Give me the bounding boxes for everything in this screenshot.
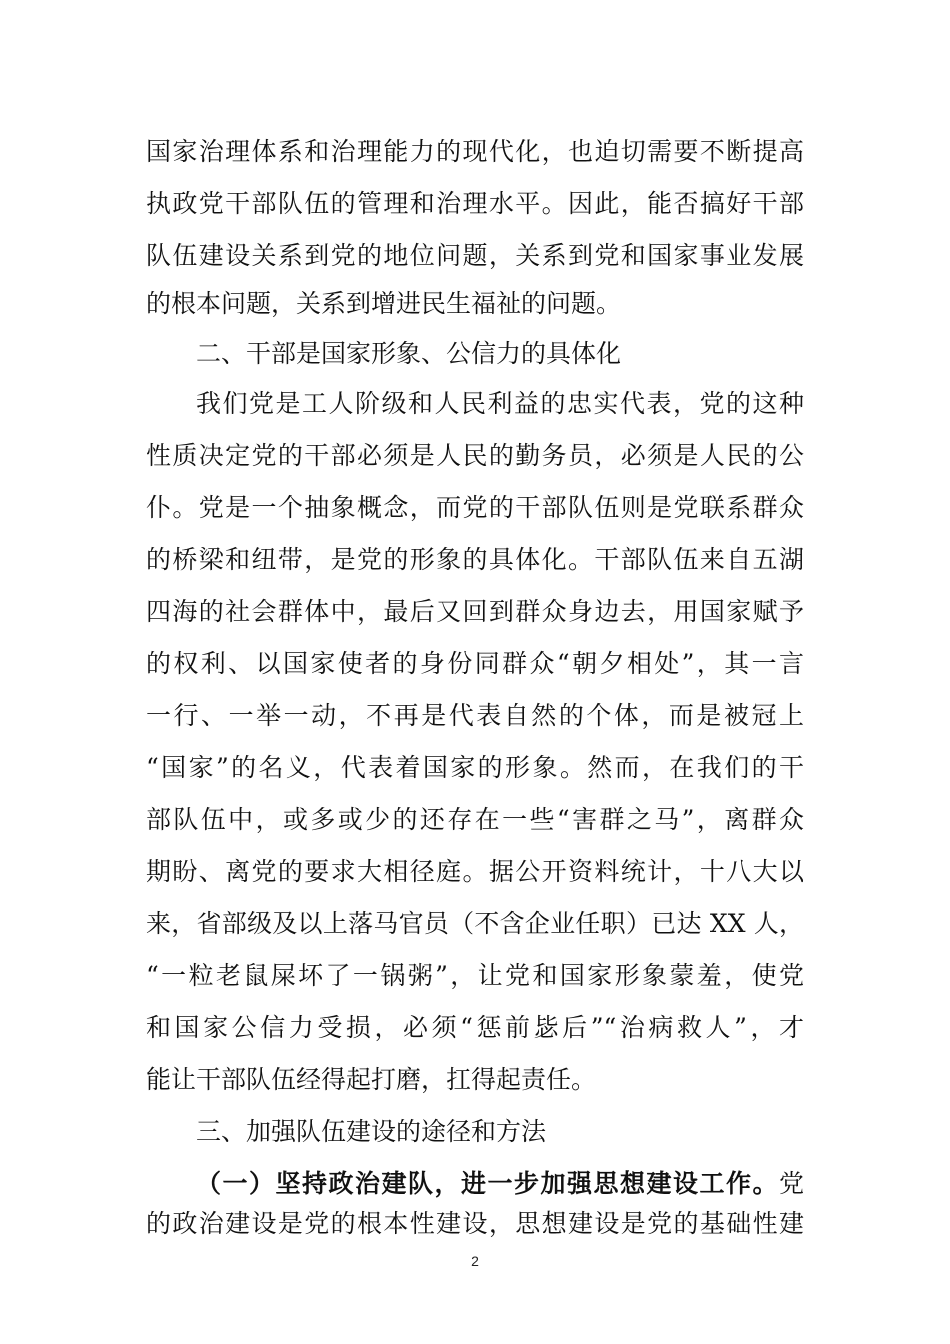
paragraph-line: 的政治建设是党的根本性建设，思想建设是党的基础性建 (146, 1209, 804, 1238)
subsection-heading-line (196, 1164, 804, 1204)
paragraph-line: 队伍建设关系到党的地位问题，关系到党和国家事业发展 (146, 241, 804, 270)
section-heading: 三、加强队伍建设的途径和方法 (196, 1117, 547, 1146)
paragraph-line: 的根本问题，关系到增进民生福祉的问题。 (146, 289, 622, 318)
paragraph-line: “国家”的名义，代表着国家的形象。然而，在我们的干 (146, 753, 804, 782)
subsection-heading-tail: 党 (778, 1169, 804, 1198)
paragraph-line: 仆。党是一个抽象概念，而党的干部队伍则是党联系群众 (146, 493, 804, 522)
paragraph-line: 执政党干部队伍的管理和治理水平。因此，能否搞好干部 (146, 189, 804, 218)
paragraph-line: 四海的社会群体中，最后又回到群众身边去，用国家赋予 (146, 597, 804, 626)
paragraph-line: 和国家公信力受损，必须“惩前毖后”“治病救人”，才 (146, 1013, 804, 1042)
paragraph-line: 的桥梁和纽带，是党的形象的具体化。干部队伍来自五湖 (146, 545, 804, 574)
paragraph-line: 的权利、以国家使者的身份同群众“朝夕相处”，其一言 (146, 649, 804, 678)
paragraph-line: “一粒老鼠屎坏了一锅粥”，让党和国家形象蒙羞，使党 (146, 961, 804, 990)
paragraph-line: 能让干部队伍经得起打磨，扛得起责任。 (146, 1065, 597, 1094)
page-number: 2 (471, 1253, 479, 1269)
section-heading: 二、干部是国家形象、公信力的具体化 (196, 339, 622, 368)
paragraph-line: 来，省部级及以上落马官员（不含企业任职）已达 XX 人， (146, 909, 804, 938)
paragraph-line: 一行、一举一动，不再是代表自然的个体，而是被冠上 (146, 701, 804, 730)
paragraph-line: 我们党是工人阶级和人民利益的忠实代表，党的这种 (196, 389, 804, 418)
paragraph-line: 部队伍中，或多或少的还存在一些“害群之马”，离群众 (146, 805, 804, 834)
paragraph-line: 性质决定党的干部必须是人民的勤务员，必须是人民的公 (146, 441, 804, 470)
paragraph-line: 期盼、离党的要求大相径庭。据公开资料统计，十八大以 (146, 857, 804, 886)
paragraph-line: 国家治理体系和治理能力的现代化，也迫切需要不断提高 (146, 137, 804, 166)
subsection-heading: （一）坚持政治建队，进一步加强思想建设工作。 (196, 1169, 779, 1198)
